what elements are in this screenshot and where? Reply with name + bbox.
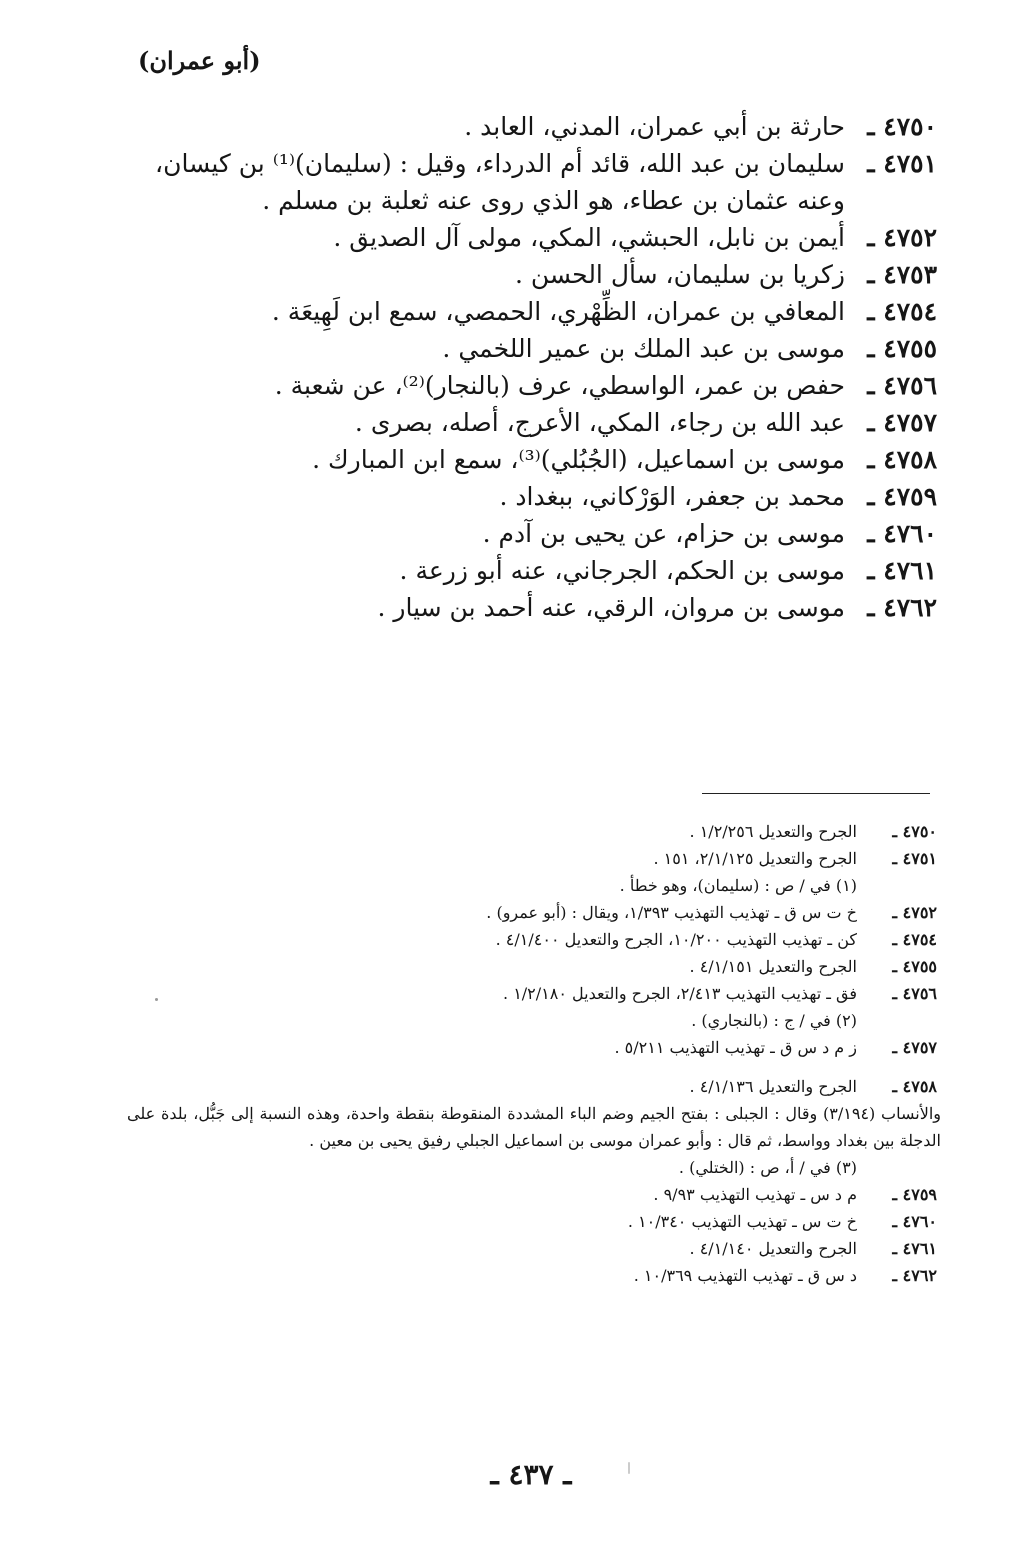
note-text: الجرح والتعديل ٢/١/١٢٥، ١٥١ . (653, 849, 857, 868)
entry-continuation: وعنه عثمان بن عطاء، هو الذي روى عنه ثعلبة بن مسلم . (262, 186, 845, 215)
note-4760 (127, 1208, 937, 1235)
note-4761 (127, 1235, 937, 1262)
spacer (127, 1061, 937, 1073)
note-number: ٤٧٥٠ ـ (892, 822, 937, 841)
note-text: فق ـ تهذيب التهذيب ٢/٤١٣، الجرح والتعديل ١/٢/١٨٠ . (503, 984, 857, 1003)
entry-text: محمد بن جعفر، الوَرْكاني، ببغداد . (499, 482, 845, 511)
entry-text: موسى بن اسماعيل، (الجُبُلي)⁽³⁾، سمع ابن المبارك . (312, 445, 845, 474)
entry-number: ٤٧٥٢ ـ (867, 223, 937, 252)
note-text: (٢) في / ج : (بالنجاري) . (691, 1011, 857, 1030)
note-number: ٤٧٥٧ ـ (892, 1038, 937, 1057)
note-number: ٤٧٦١ ـ (892, 1239, 937, 1258)
note-number: ٤٧٦٢ ـ (892, 1266, 937, 1285)
note-4754 (127, 926, 937, 953)
note-text: م د س ـ تهذيب التهذيب ٩/٩٣ . (653, 1185, 857, 1204)
note-number: ٤٧٥٤ ـ (892, 930, 937, 949)
entry-text: موسى بن الحكم، الجرجاني، عنه أبو زرعة . (399, 556, 845, 585)
footnotes-list (127, 818, 942, 1289)
entry-text: زكريا بن سليمان، سأل الحسن . (514, 260, 845, 289)
note-4752 (127, 899, 937, 926)
note-text: د س ق ـ تهذيب التهذيب ١٠/٣٦٩ . (633, 1266, 857, 1285)
entry-4757 (117, 404, 937, 441)
note-number: ٤٧٥٦ ـ (892, 984, 937, 1003)
entry-number: ٤٧٥٨ ـ (867, 445, 937, 474)
entry-4750 (117, 108, 937, 145)
entry-text: المعافي بن عمران، الظِّهْري، الحمصي، سمع ابن لَهِيعَة . (271, 297, 845, 326)
note-text: خ ت س ق ـ تهذيب التهذيب ١/٣٩٣، ويقال : (أبو عمرو) . (486, 903, 857, 922)
note-paragraph: والأنساب (٣/١٩٤) وقال : الجبلى : بفتح الجيم وضم الباء المشددة المنقوطة بنقطة واحدة، وهذه النسبة إلى جَبُّل، بلدة على الدجلة بين بغداد وواسط، ثم قال : وأبو عمران موسى بن اسماعيل الجبلي رفيق يحيى بن معين . (127, 1104, 942, 1150)
note-4759 (127, 1181, 937, 1208)
entries-list (117, 108, 937, 626)
entry-number: ٤٧٥٤ ـ (867, 297, 937, 326)
running-header: (أبو عمران) (138, 46, 261, 75)
note-4758-ansab (127, 1100, 942, 1154)
entry-4762 (117, 589, 937, 626)
entry-4752 (117, 219, 937, 256)
footnote-2 (127, 1007, 937, 1034)
note-number: ٤٧٥٨ ـ (892, 1077, 937, 1096)
note-text: (١) في / ص : (سليمان)، وهو خطأ . (619, 876, 857, 895)
entry-number: ٤٧٥٠ ـ (867, 112, 937, 141)
entry-number: ٤٧٥٣ ـ (867, 260, 937, 289)
entry-4760 (117, 515, 937, 552)
entry-text: موسى بن حزام، عن يحيى بن آدم . (482, 519, 845, 548)
entry-4761 (117, 552, 937, 589)
note-text: (٣) في / أ، ص : (الختلي) . (678, 1158, 857, 1177)
note-4751 (127, 845, 937, 872)
note-text: الجرح والتعديل ٤/١/١٣٦ . (689, 1077, 857, 1096)
entry-text: عبد الله بن رجاء، المكي، الأعرج، أصله، بصرى . (354, 408, 845, 437)
note-4756 (127, 980, 937, 1007)
footnote-3 (127, 1154, 937, 1181)
note-number: ٤٧٦٠ ـ (892, 1212, 937, 1231)
note-text: خ ت س ـ تهذيب التهذيب ١٠/٣٤٠ . (627, 1212, 857, 1231)
note-text: ز م د س ق ـ تهذيب التهذيب ٥/٢١١ . (614, 1038, 857, 1057)
entry-4759 (117, 478, 937, 515)
page-number: ـ ٤٣٧ ـ (490, 1458, 572, 1491)
entry-number: ٤٧٦١ ـ (867, 556, 937, 585)
entry-4753 (117, 256, 937, 293)
note-4750 (127, 818, 937, 845)
entry-4756 (117, 367, 937, 404)
note-4758 (127, 1073, 937, 1100)
note-4757 (127, 1034, 937, 1061)
note-number: ٤٧٥٢ ـ (892, 903, 937, 922)
entry-text: موسى بن مروان، الرقي، عنه أحمد بن سيار . (377, 593, 845, 622)
entry-text: حفص بن عمر، الواسطي، عرف (بالنجار)⁽²⁾، عن شعبة . (274, 371, 845, 400)
entry-number: ٤٧٥١ ـ (867, 149, 937, 178)
note-4755 (127, 953, 937, 980)
entry-text: أيمن بن نابل، الحبشي، المكي، مولى آل الصديق . (333, 223, 845, 252)
note-4762 (127, 1262, 937, 1289)
note-number: ٤٧٥١ ـ (892, 849, 937, 868)
entry-number: ٤٧٦٢ ـ (867, 593, 937, 622)
entry-number: ٤٧٦٠ ـ (867, 519, 937, 548)
note-number: ٤٧٥٩ ـ (892, 1185, 937, 1204)
scan-speck (155, 998, 158, 1001)
entry-text: حارثة بن أبي عمران، المدني، العابد . (464, 112, 845, 141)
note-text: كن ـ تهذيب التهذيب ١٠/٢٠٠، الجرح والتعديل ٤/١/٤٠٠ . (495, 930, 857, 949)
entry-number: ٤٧٥٧ ـ (867, 408, 937, 437)
entry-number: ٤٧٥٥ ـ (867, 334, 937, 363)
entry-4751 (117, 145, 937, 219)
entry-text: سليمان بن عبد الله، قائد أم الدرداء، وقيل : (سليمان)⁽¹⁾ بن كيسان، (155, 149, 845, 178)
scan-speck (628, 1462, 630, 1474)
entry-number: ٤٧٥٦ ـ (867, 371, 937, 400)
footnote-1 (127, 872, 937, 899)
entry-4754 (117, 293, 937, 330)
entry-4755 (117, 330, 937, 367)
note-text: الجرح والتعديل ١/٢/٢٥٦ . (689, 822, 857, 841)
entry-text: موسى بن عبد الملك بن عمير اللخمي . (442, 334, 845, 363)
entry-4758 (117, 441, 937, 478)
note-number: ٤٧٥٥ ـ (892, 957, 937, 976)
footnote-divider (702, 793, 930, 794)
note-text: الجرح والتعديل ٤/١/١٤٠ . (689, 1239, 857, 1258)
entry-number: ٤٧٥٩ ـ (867, 482, 937, 511)
note-text: الجرح والتعديل ٤/١/١٥١ . (689, 957, 857, 976)
